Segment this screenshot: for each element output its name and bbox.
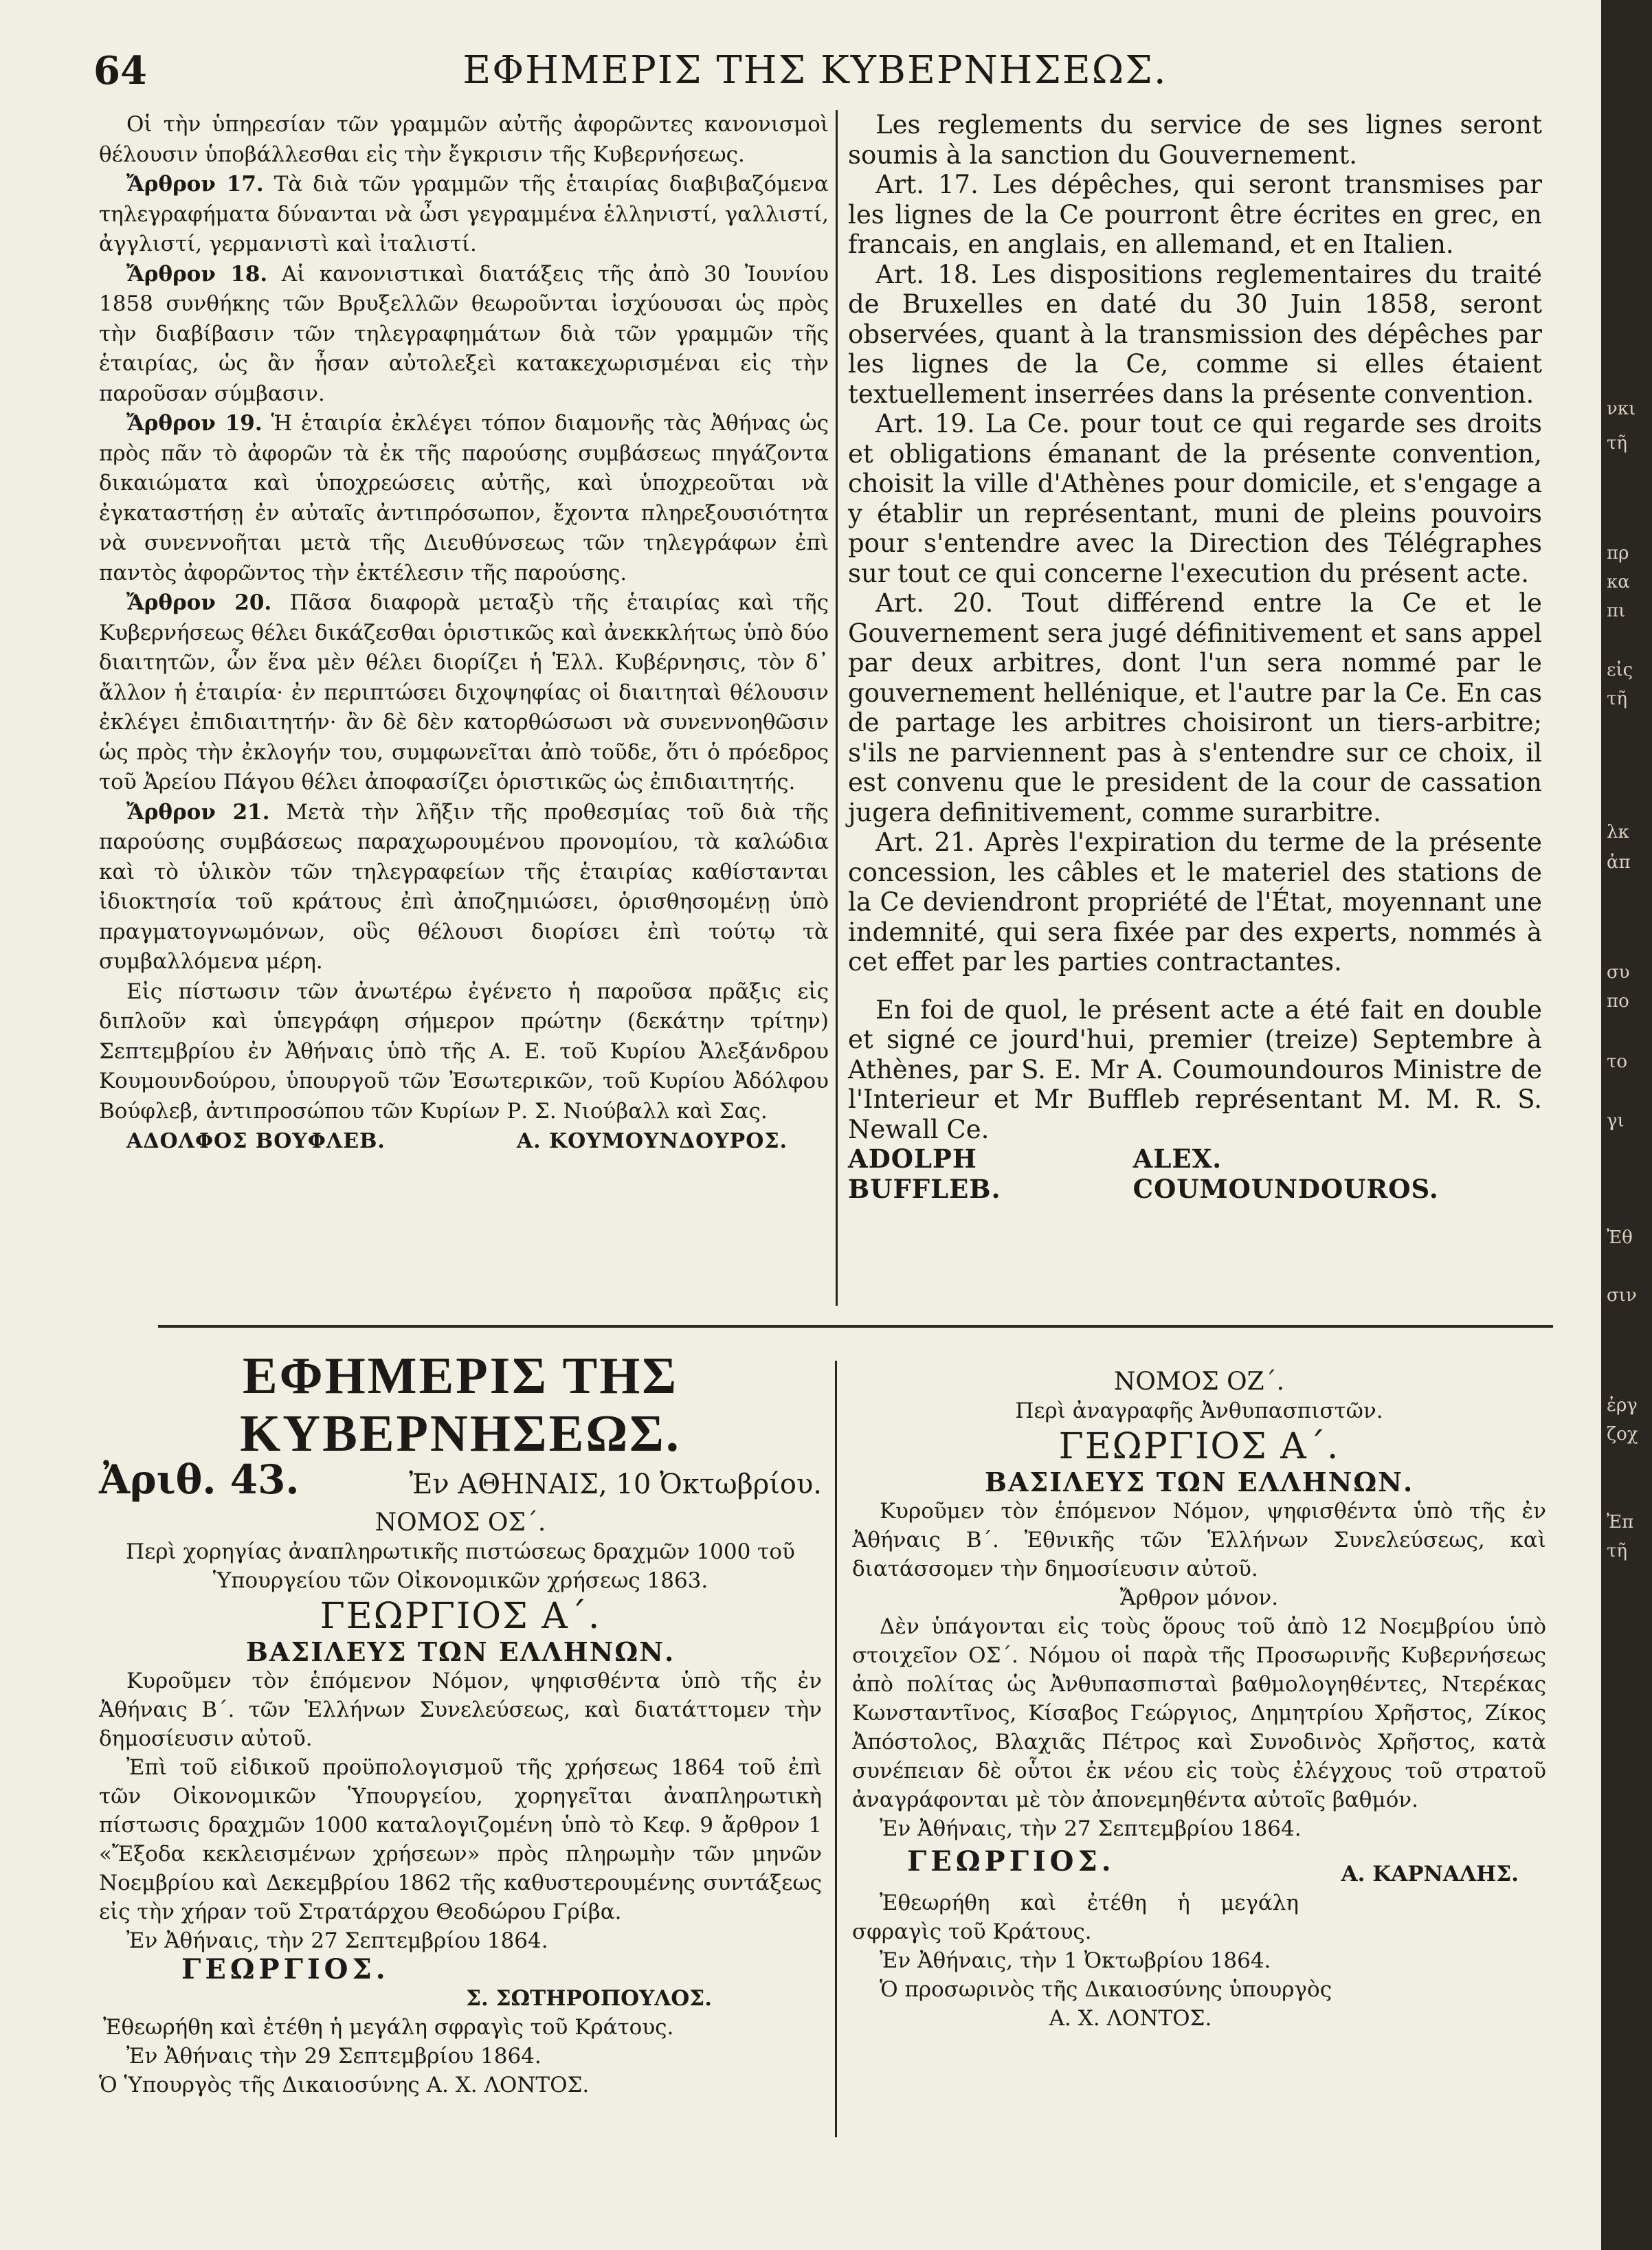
page-header [93, 48, 1537, 96]
seal-note: Ἐθεωρήθη καὶ ἐτέθη ἡ μεγάλη σφραγὶς τοῦ Κράτους. [852, 1891, 1299, 1944]
law-preamble: Κυροῦμεν τὸν ἑπόμενον Νόμον, ψηφισθέντα ὑπὸ τῆς ἐν Ἀθήναις Β΄. Ἐθνικῆς τῶν Ἑλλήνων Συνελεύσεως, καὶ διατάσσομεν τὴν δημοσίευσιν αὐτοῦ. [852, 1499, 1546, 1581]
article-title: Art. 19. [875, 409, 975, 438]
article-title: Art. 21. [875, 827, 975, 857]
french-closing: En foi de quol, le présent acte a été fait en double et signé ce jourd'hui, premier (treize) Septembre à Athènes, par S. E. Mr A. Coumoundouros Ministre de l'Interieur et Mr Buffleb représentant M. M. R. S. Newall Ce. [848, 994, 1542, 1144]
edge-text: τῆ [1607, 433, 1627, 454]
article-text: La Ce. pour tout ce qui regarde ses droits et obligations émanant de la présente convention, choisit la ville d'Athènes pour domicile, et s'engage a y établir un représentant, muni de pleins pouvoirs pour s'entendre avec la Direction des Télégraphes sur tout ce qui concerne l'execution du présent acte. [848, 409, 1543, 588]
king-name: ΓΕΩΡΓΙΟΣ Α΄. [1058, 1426, 1340, 1467]
section-divider [158, 1325, 1553, 1328]
law-signatures [852, 1843, 1546, 1889]
edge-text: πο [1607, 991, 1629, 1012]
article-text: Après l'expiration du terme de la présente concession, les câbles et le materiel des stations de la Ce deviendront propriété de l'État, moyennant une indemnité, qui sera fixée par des experts, nommés à cet effet par les parties contractantes. [848, 827, 1542, 977]
article-title: Art. 18. [875, 259, 979, 289]
signature-coumoundouros: Α. ΚΟΥΜΟΥΝΔΟΥΡΟΣ. [516, 1129, 788, 1153]
edge-text: ἐργ [1607, 1395, 1638, 1416]
french-convention-column [848, 110, 1542, 1204]
article-text: Ἡ ἑταιρία ἐκλέγει τόπον διαμονῆς τὰς Ἀθήνας ὡς πρὸς πᾶν τὸ ἀφορῶν τὰ ἐκ τῆς παρούσης συμβάσεως πηγάζοντα δικαιώματα καὶ ὑποχρεώσεις αὐτῆς, καὶ ὑποχρεοῦται νὰ ἐγκαταστήσῃ ἐν αὐταῖς ἀντιπρόσωπον, ἔχοντα πληρεξουσιότητα νὰ συνεννοῆται μετὰ τῆς Διευθύνσεως τῶν τηλεγράφων ἐπὶ παντὸς ἀφορῶντος τὴν ἐκτέλεσιν τῆς παρούσης. [99, 411, 829, 586]
law-oz-section [852, 1368, 1546, 2033]
article-title: Ἄρθρον 20. [126, 590, 272, 615]
edge-text: γι [1607, 1111, 1625, 1131]
article-title: Ἄρθρον 21. [126, 799, 270, 825]
signature-coumoundouros: ALEX. COUMOUNDOUROS. [1132, 1144, 1439, 1204]
article-text: Les dispositions reglementaires du traité de Bruxelles en daté du 30 Juin 1858, seront observées, quant à la transmission des dépêches par les lignes de la Ce, comme si elles étaient textuellement inserrées dans la présente convention. [848, 259, 1543, 409]
law-preamble: Κυροῦμεν τὸν ἑπόμενον Νόμον, ψηφισθέντα ὑπὸ τῆς ἐν Ἀθήναις Β΄. τῶν Ἑλλήνων Συνελεύσεως, καὶ διατάττομεν τὴν δημοσίευσιν αὐτοῦ. [99, 1669, 822, 1751]
article-text: Πᾶσα διαφορὰ μεταξὺ τῆς ἑταιρίας καὶ τῆς Κυβερνήσεως θέλει δικάζεσθαι ὁριστικῶς καὶ ἀνεκκλήτως ὑπὸ δύο διαιτητῶν, ὧν ἕνα μὲν θέλει διορίζει ἡ Ἑλλ. Κυβέρνησις, τὸν δ᾽ ἄλλον ἡ ἑταιρία· ἐν περιπτώσει διχοψηφίας οἱ διαιτηταὶ θέλουσιν ἐκλέγει ἐπιδιαιτητήν· ἂν δὲ δὲν κατορθώσωσι νὰ συνεννοηθῶσιν ὡς πρὸς τὴν ἐκλογήν του, συμφωνεῖται ἀπὸ τοῦδε, ὅτι ὁ πρόεδρος τοῦ Ἀρείου Πάγου θέλει ἀποφασίζει ὁριστικῶς ὡς ἐπιδιαιτητής. [99, 590, 829, 794]
edge-text: ζοχ [1607, 1424, 1638, 1445]
edge-text: κα [1607, 572, 1630, 592]
french-paragraph: Les reglements du service de ses lignes seront soumis à la sanction du Gouvernement. [848, 110, 1542, 170]
law-body: Δὲν ὑπάγονται εἰς τοὺς ὅρους τοῦ ἀπὸ 12 Νοεμβρίου ὑπὸ στοιχεῖον ΟΣ΄. Νόμου οἱ παρὰ τῆς Προσωρινῆς Κυβερνήσεως ἀπὸ πολίτας ὡς Ἀνθυπασπισταὶ βαθμολογηθέντες, Ντερέκας Κωνσταντῖνος, Κίσαβος Γεώργιος, Δημητρίου Χρῆστος, Ζίκος Ἀπόστολος, Βλαχιᾶς Πέτρος καὶ Συνοδινὸς Χρῆστος, κατὰ συνέπειαν δὲ οὗτοι ἐκ νέου εἰς τοὺς ἐλέγχους τοῦ στρατοῦ ἀναγράφονται μὲ τὸν ἀπονεμηθέντα αὐτοῖς βαθμόν. [852, 1614, 1546, 1812]
french-article-18 [848, 260, 1542, 410]
issue-number: Ἀριθ. 43. [99, 1456, 300, 1503]
article-title: Ἄρθρον 17. [126, 172, 264, 197]
king-name: ΓΕΩΡΓΙΟΣ Α΄. [320, 1596, 601, 1637]
edge-text: τῆ [1607, 1541, 1627, 1561]
adjacent-page-edge [1601, 0, 1652, 2250]
edge-text: το [1607, 1051, 1628, 1072]
article-text: Αἱ κανονιστικαὶ διατάξεις τῆς ἀπὸ 30 Ἰουνίου 1858 συνθήκης τῶν Βρυξελλῶν θεωροῦνται ἰσχύουσαι ὡς πρὸς τὴν διαβίβασιν τῶν τηλεγραφημάτων διὰ τῶν γραμμῶν τῆς ἑταιρίας, ὡς ἂν ἦσαν αὐτολεξεὶ κατακεχωρισμέναι εἰς τὴν παροῦσαν σύμβασιν. [99, 261, 829, 406]
greek-closing: Εἰς πίστωσιν τῶν ἀνωτέρω ἐγένετο ἡ παροῦσα πρᾶξις εἰς διπλοῦν καὶ ὑπεγράφη σήμερον πρώτην (δεκάτην τρίτην) Σεπτεμβρίου ἐν Ἀθήναις ὑπὸ τῆς Α. Ε. τοῦ Κυρίου Ἀλεξάνδρου Κουμουνδούρου, ὑπουργοῦ τῶν Ἐσωτερικῶν, τοῦ Κυρίου Ἀδόλφου Βούφλεβ, ἀντιπροσώπου τῶν Κυρίων Ρ. Σ. Νιούβαλλ καὶ Σας. [99, 979, 829, 1124]
signature-buffleb: ADOLPH BUFFLEB. [848, 1144, 1001, 1204]
gazette-masthead: ΕΦΗΜΕΡΙΣ ΤΗΣ ΚΥΒΕΡΝΗΣΕΩΣ. [240, 1347, 681, 1462]
law-date: Ἐν Ἀθήναις, τὴν 27 Σεπτεμβρίου 1864. [126, 1928, 548, 1953]
edge-text: Ἐθ [1607, 1227, 1633, 1248]
column-divider [836, 110, 838, 1306]
law-subject: Περὶ ἀναγραφῆς Ἀνθυπασπιστῶν. [1015, 1399, 1383, 1423]
greek-article-19 [99, 409, 829, 588]
edge-text: εἰς [1607, 660, 1633, 680]
greek-convention-column [99, 110, 829, 1157]
column-divider [835, 1361, 837, 2137]
french-signatures [848, 1144, 1542, 1204]
greek-article-17 [99, 170, 829, 260]
issue-date: Ἐν ΑΘΗΝΑΙΣ, 10 Ὀκτωβρίου. [409, 1469, 822, 1500]
law-number: ΝΟΜΟΣ ΟΖ΄. [1113, 1368, 1285, 1396]
edge-text: λκ [1607, 822, 1629, 843]
article-text: Les dépêches, qui seront transmises par les lignes de la Ce pourront être écrites en grec, en francais, en anglais, en allemand, et en Italien. [848, 170, 1542, 259]
article-heading: Ἄρθρον μόνον. [1119, 1585, 1279, 1610]
french-article-20 [848, 588, 1542, 827]
kingdom-title: ΒΑΣΙΛΕΥΣ ΤΩΝ ΕΛΛΗΝΩΝ. [984, 1467, 1414, 1497]
article-title: Ἄρθρον 18. [126, 261, 268, 287]
french-article-19 [848, 409, 1542, 588]
law-subject: Περὶ χορηγίας ἀναπληρωτικῆς πιστώσεως δραχμῶν 1000 τοῦ Ὑπουργείου τῶν Οἰκονομικῶν χρήσεως 1863. [126, 1539, 795, 1593]
french-article-17 [848, 170, 1542, 260]
minister-signature: Σ. ΣΩΤΗΡΟΠΟΥΛΟΣ. [466, 1986, 712, 2011]
french-article-21 [848, 827, 1542, 977]
seal-date: Ἐν Ἀθήναις, τὴν 1 Ὀκτωβρίου 1864. [880, 1948, 1271, 1973]
edge-text: πρ [1607, 543, 1629, 564]
justice-minister: Ὁ Ὑπουργὸς τῆς Δικαιοσύνης Α. Χ. ΛΟΝΤΟΣ. [99, 2073, 590, 2097]
edge-text: ἀπ [1607, 852, 1631, 873]
greek-article-21 [99, 798, 829, 977]
article-title: Art. 20. [875, 588, 994, 618]
article-title: Art. 17. [875, 170, 979, 199]
edge-text: πι [1607, 601, 1626, 621]
king-signature: ΓΕΩΡΓΙΟΣ. [907, 1845, 1115, 1878]
article-text: Tout différend entre la Ce et le Gouvernement sera jugé définitivement et sans appel par deux arbitres, dont l'un sera nommé par le gouvernement hellénique, et l'autre par la Ce. En cas de partage les arbitres choisiront un tiers-arbitre; s'ils ne parviennent pas à s'entendre sur ce choix, il est convenu que le president de la cour de cassation jugera definitivement, comme surarbitre. [848, 588, 1543, 827]
greek-article-20 [99, 588, 829, 798]
law-number: ΝΟΜΟΣ ΟΣ΄. [375, 1508, 546, 1537]
greek-signatures [99, 1126, 829, 1157]
edge-text: σιν [1607, 1285, 1637, 1306]
page-number: 64 [93, 48, 147, 93]
edge-text: νκι [1607, 399, 1636, 419]
law-date: Ἐν Ἀθήναις, τὴν 27 Σεπτεμβρίου 1864. [880, 1816, 1302, 1841]
greek-article-18 [99, 260, 829, 410]
issue-line [99, 1456, 822, 1503]
edge-text: συ [1607, 962, 1630, 983]
gazette-issue-section [99, 1347, 822, 2099]
article-text: Τὰ διὰ τῶν γραμμῶν τῆς ἑταιρίας διαβιβαζόμενα τηλεγραφήματα δύνανται νὰ ὦσι γεγραμμένα ἑλληνιστί, γαλλιστί, ἀγγλιστί, γερμανιστὶ καὶ ἰταλιστί. [99, 172, 829, 256]
edge-text: τῆ [1607, 689, 1627, 709]
kingdom-title: ΒΑΣΙΛΕΥΣ ΤΩΝ ΕΛΛΗΝΩΝ. [245, 1636, 676, 1667]
seal-note: Ἐθεωρήθη καὶ ἐτέθη ἡ μεγάλη σφραγὶς τοῦ Κράτους. [103, 2015, 674, 2040]
justice-minister-name: Α. Χ. ΛΟΝΤΟΣ. [1049, 2006, 1212, 2031]
article-title: Ἄρθρον 19. [126, 411, 263, 436]
edge-text: Ἐπ [1607, 1512, 1634, 1533]
greek-paragraph: Οἱ τὴν ὑπηρεσίαν τῶν γραμμῶν αὐτῆς ἀφορῶντες κανονισμοὶ θέλουσιν ὑποβάλλεσθαι εἰς τὴν ἔγκρισιν τῆς Κυβερνήσεως. [99, 112, 829, 167]
article-text: Μετὰ τὴν λῆξιν τῆς προθεσμίας τοῦ διὰ τῆς παρούσης συμβάσεως παραχωρουμένου προνομίου, τὰ καλώδια καὶ τὸ ὑλικὸν τῶν τηλεγραφείων τῆς ἑταιρίας καθίστανται ἰδιοκτησία τοῦ κράτους ἐπὶ ἀποζημιώσει, ὁρισθησομένῃ ὑπὸ πραγματογνωμόνων, οὓς θέλουσι διορίσει ἐπὶ τούτῳ τὰ συμβαλλόμενα μέρη. [99, 799, 829, 974]
running-title: ΕΦΗΜΕΡΙΣ ΤΗΣ ΚΥΒΕΡΝΗΣΕΩΣ. [462, 48, 1168, 93]
minister-signature: Α. ΚΑΡΝΑΛΗΣ. [1341, 1862, 1519, 1886]
seal-date: Ἐν Ἀθήναις τὴν 29 Σεπτεμβρίου 1864. [126, 2044, 542, 2069]
signature-buffleb: ΑΔΟΛΦΟΣ ΒΟΥΦΛΕΒ. [126, 1129, 386, 1153]
law-body: Ἐπὶ τοῦ εἰδικοῦ προϋπολογισμοῦ τῆς χρήσεως 1864 τοῦ ἐπὶ τῶν Οἰκονομικῶν Ὑπουργείου, χορηγεῖται ἀναπληρωτικὴ πίστωσις δραχμῶν 1000 καταλογιζομένη ὑπὸ τὸ Κεφ. 9 ἄρθρον 1 «Ἔξοδα κεκλεισμένων χρήσεων» πρὸς πληρωμὴν τῶν μηνῶν Νοεμβρίου καὶ Δεκεμβρίου 1862 τῆς καθυστερουμένης συντάξεως εἰς τὴν χήραν τοῦ Στρατάρχου Θεοδώρου Γρίβα. [99, 1755, 822, 1924]
king-signature: ΓΕΩΡΓΙΟΣ. [181, 1953, 390, 1985]
justice-minister-title: Ὁ προσωρινὸς τῆς Δικαιοσύνης ὑπουργὸς [880, 1977, 1332, 2002]
